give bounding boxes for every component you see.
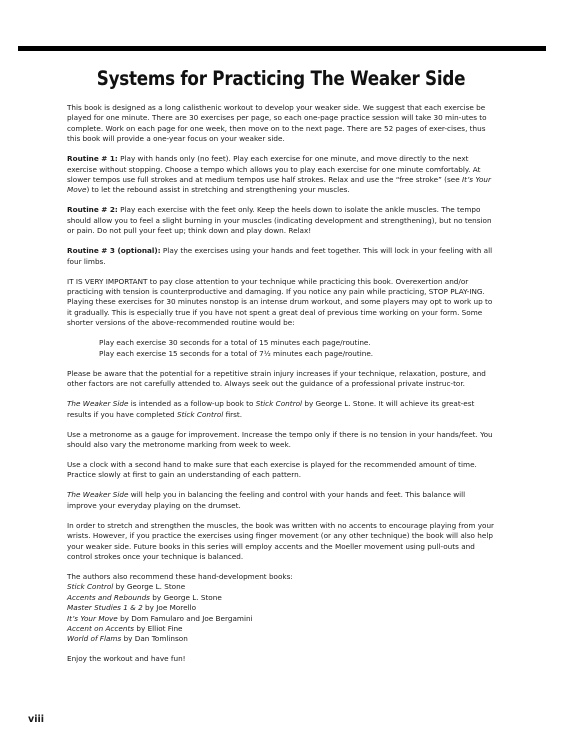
book-title: Accents and Rebounds [67,592,150,602]
routine-1-paragraph [67,154,495,196]
book-item [67,634,495,644]
followup-book-ref: Stick Control [255,399,303,409]
routine-3-label: Routine # 3 (optional): [67,246,161,256]
book-author: by George L. Stone [113,582,186,592]
balance-paragraph [67,490,495,511]
routine-1-label: Routine # 1: [67,154,118,164]
closing-paragraph: Enjoy the workout and have fun! [67,654,186,664]
book-item [67,593,495,603]
page-title: Systems for Practicing The Weaker Side [96,67,466,90]
routine-2-label: Routine # 2: [67,205,118,215]
book-author: by George L. Stone [149,592,222,602]
book-title: Accent on Accents [67,623,135,633]
book-item [67,614,495,624]
shorter-routines [67,338,495,359]
routine-2-text: Play each exercise with the feet only. Keep the heels down to isolate the ankle muscles. The tempo should allow you to feel a slight burning in your muscles (indicating development and strengthening), but no tension or pain. Do not pull your feet up; think down and play down. Relax! [67,205,492,236]
book-author: by Joe Morello [142,603,197,613]
balance-text: will help you in balancing the feeling and control with your hands and feet. This balance will improve your everyday playing on the drumset. [67,490,466,510]
aware-paragraph: Please be aware that the potential for a repetitive strain injury increases if your technique, relaxation, posture, and other factors are not carefully attended to. Always seek out the guidance of a professional private instruc-tor. [67,368,486,389]
followup-book-ref-2: Stick Control [176,409,224,419]
routine-3-text: Play the exercises using your hands and feet together. This will lock in your feeling with all four limbs. [67,246,493,266]
recommend-intro: The authors also recommend these hand-development books: [67,571,293,581]
book-title: Master Studies 1 & 2 [67,603,143,613]
body-text [67,103,495,674]
book-item [67,582,495,592]
routine-1-text-a: Play with hands only (no feet). Play each exercise for one minute, and move directly to the next exercise without stopping. Choose a tempo which allows you to play each exercise for one minute comfortably. At slower tempos use full strokes and at medium tempos use half strokes. Relax and use the “free stroke” (see [67,154,481,185]
followup-text-b: by George L. Stone. It will achieve its great-est results if you have completed [67,399,475,419]
routine-3-paragraph [67,246,495,267]
book-author: by Dom Famularo and Joe Bergamini [117,613,253,623]
accents-paragraph: In order to stretch and strengthen the muscles, the book was written with no accents to encourage playing from your wrists. However, if you practice the exercises using finger movement (or any other technique) the book will also help your weaker side. Future books in this series will employ accents and the Moeller movement using pull-outs and control strokes once your technique is balanced. [67,520,495,561]
intro-paragraph: This book is designed as a long calisthenic workout to develop your weaker side. We suggest that each exercise be played for one minute. There are 30 exercises per page, so each one-page practice session will take 30 min-utes to complete. Work on each page for one week, then move on to the next page. There are 52 pages of exer-cises, thus this book will provide a one-year focus on your weaker side. [67,103,487,144]
page-number: viii [28,714,44,725]
book-title: World of Flams [67,634,122,644]
book-author: by Elliot Fine [134,623,183,633]
top-rule [18,46,546,51]
followup-paragraph [67,399,495,420]
book-title: Stick Control [67,582,114,592]
followup-book-title: The Weaker Side [67,399,129,409]
routine-1-book-ref: It’s Your Move [67,175,491,195]
book-item [67,603,495,613]
balance-book-title: The Weaker Side [67,490,129,500]
book-author: by Dan Tomlinson [121,634,188,644]
followup-text-a: is intended as a follow-up book to [128,399,256,409]
recommended-books [67,572,495,645]
metronome-paragraph: Use a metronome as a gauge for improvement. Increase the tempo only if there is no tension in your hands/feet. You should also vary the metronome marking from week to week. [67,429,493,449]
book-title: It’s Your Move [67,613,118,623]
shorter-routine-item: Play each exercise 15 seconds for a total of 7½ minutes each page/routine. [99,348,374,358]
book-item [67,624,495,634]
clock-paragraph: Use a clock with a second hand to make sure that each exercise is played for the recommended amount of time. Practice slowly at first to gain an understanding of each pattern. [67,459,477,480]
routine-1-text-b: ) to let the rebound assist in stretching and strengthening your muscles. [86,185,350,195]
followup-text-c: first. [223,409,243,419]
shorter-routine-item: Play each exercise 30 seconds for a total of 15 minutes each page/routine. [99,338,371,348]
important-paragraph: IT IS VERY IMPORTANT to pay close attention to your technique while practicing this book. Overexertion and/or practicing with tension is counterproductive and damaging. If you notice any pain while practicing, STOP PLAY-ING. Playing these exercises for 30 minutes nonstop is an intense drum workout, and some players may opt to work up to it gradually. This is especially true if you have not spent a great deal of previous time working on your form. Some shorter versions of the above-recommended routine would be: [67,276,493,328]
routine-2-paragraph [67,205,495,236]
